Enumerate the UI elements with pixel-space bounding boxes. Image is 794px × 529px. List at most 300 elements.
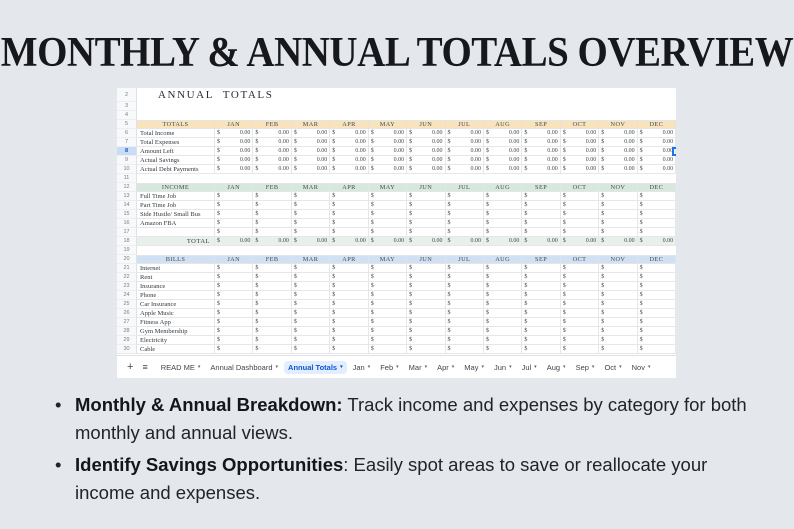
label-cell[interactable]: Cable xyxy=(137,345,215,354)
row-number[interactable]: 14 xyxy=(117,201,137,210)
amount-cell[interactable] xyxy=(561,147,599,156)
amount-cell[interactable] xyxy=(446,282,484,291)
amount-cell[interactable] xyxy=(369,318,407,327)
row-number[interactable]: 17 xyxy=(117,228,137,237)
amount-cell[interactable] xyxy=(253,192,291,201)
month-header-cell[interactable]: JUN xyxy=(407,255,445,264)
amount-cell[interactable] xyxy=(215,147,253,156)
amount-cell[interactable] xyxy=(599,327,637,336)
amount-cell[interactable] xyxy=(561,219,599,228)
amount-cell[interactable] xyxy=(599,345,637,354)
label-cell[interactable]: Insurance xyxy=(137,282,215,291)
month-header-cell[interactable]: DEC xyxy=(638,183,676,192)
label-cell[interactable]: Side Hustle/ Small Bus xyxy=(137,210,215,219)
row-number[interactable]: 8 xyxy=(117,147,137,156)
amount-cell[interactable] xyxy=(330,147,368,156)
amount-cell[interactable] xyxy=(561,201,599,210)
amount-cell[interactable] xyxy=(446,210,484,219)
amount-cell[interactable] xyxy=(292,165,330,174)
row-number[interactable]: 7 xyxy=(117,138,137,147)
amount-cell[interactable] xyxy=(446,156,484,165)
amount-cell[interactable] xyxy=(253,336,291,345)
amount-cell[interactable] xyxy=(446,264,484,273)
amount-cell[interactable] xyxy=(407,318,445,327)
amount-cell[interactable] xyxy=(484,318,522,327)
amount-cell[interactable] xyxy=(446,345,484,354)
amount-cell[interactable] xyxy=(407,282,445,291)
amount-cell[interactable] xyxy=(599,165,637,174)
month-header-cell[interactable]: JAN xyxy=(215,120,253,129)
amount-cell[interactable] xyxy=(484,129,522,138)
amount-cell[interactable] xyxy=(638,345,676,354)
month-header-cell[interactable]: AUG xyxy=(484,183,522,192)
month-header-cell[interactable]: DEC xyxy=(638,120,676,129)
amount-cell[interactable] xyxy=(561,291,599,300)
amount-cell[interactable] xyxy=(522,345,560,354)
row-number[interactable]: 23 xyxy=(117,282,137,291)
amount-cell[interactable] xyxy=(215,237,253,246)
chevron-down-icon[interactable]: ▾ xyxy=(647,363,651,370)
label-cell[interactable]: Internet xyxy=(137,264,215,273)
amount-cell[interactable] xyxy=(522,165,560,174)
amount-cell[interactable] xyxy=(638,309,676,318)
amount-cell[interactable] xyxy=(599,192,637,201)
amount-cell[interactable] xyxy=(638,282,676,291)
amount-cell[interactable] xyxy=(330,282,368,291)
amount-cell[interactable] xyxy=(522,309,560,318)
amount-cell[interactable] xyxy=(599,129,637,138)
amount-cell[interactable] xyxy=(292,327,330,336)
amount-cell[interactable] xyxy=(446,309,484,318)
amount-cell[interactable] xyxy=(407,345,445,354)
amount-cell[interactable] xyxy=(369,345,407,354)
month-header-cell[interactable]: FEB xyxy=(253,183,291,192)
amount-cell[interactable] xyxy=(638,156,676,165)
amount-cell[interactable] xyxy=(522,318,560,327)
amount-cell[interactable] xyxy=(369,192,407,201)
label-cell[interactable]: Actual Debt Payments xyxy=(137,165,215,174)
label-cell[interactable]: Amount Left xyxy=(137,147,215,156)
amount-cell[interactable] xyxy=(253,228,291,237)
amount-cell[interactable] xyxy=(330,318,368,327)
amount-cell[interactable] xyxy=(638,318,676,327)
amount-cell[interactable] xyxy=(330,336,368,345)
amount-cell[interactable] xyxy=(369,300,407,309)
amount-cell[interactable] xyxy=(484,264,522,273)
amount-cell[interactable] xyxy=(561,336,599,345)
amount-cell[interactable] xyxy=(292,336,330,345)
amount-cell[interactable] xyxy=(369,156,407,165)
month-header-cell[interactable]: MAR xyxy=(292,183,330,192)
amount-cell[interactable] xyxy=(253,291,291,300)
amount-cell[interactable] xyxy=(446,147,484,156)
all-sheets-menu-icon[interactable]: ≡ xyxy=(142,362,148,372)
amount-cell[interactable] xyxy=(330,264,368,273)
amount-cell[interactable] xyxy=(484,336,522,345)
amount-cell[interactable] xyxy=(253,165,291,174)
amount-cell[interactable] xyxy=(330,219,368,228)
amount-cell[interactable] xyxy=(215,129,253,138)
amount-cell[interactable] xyxy=(330,210,368,219)
label-cell[interactable]: Full Time Job xyxy=(137,192,215,201)
amount-cell[interactable] xyxy=(638,327,676,336)
sheet-tab[interactable] xyxy=(460,361,488,374)
amount-cell[interactable] xyxy=(407,237,445,246)
amount-cell[interactable] xyxy=(369,309,407,318)
amount-cell[interactable] xyxy=(599,210,637,219)
amount-cell[interactable] xyxy=(369,165,407,174)
amount-cell[interactable] xyxy=(599,237,637,246)
amount-cell[interactable] xyxy=(253,318,291,327)
amount-cell[interactable] xyxy=(638,273,676,282)
amount-cell[interactable] xyxy=(369,336,407,345)
amount-cell[interactable] xyxy=(522,300,560,309)
amount-cell[interactable] xyxy=(330,273,368,282)
amount-cell[interactable] xyxy=(215,165,253,174)
amount-cell[interactable] xyxy=(561,192,599,201)
amount-cell[interactable] xyxy=(561,300,599,309)
amount-cell[interactable] xyxy=(407,156,445,165)
amount-cell[interactable] xyxy=(330,201,368,210)
label-cell[interactable]: Electricity xyxy=(137,336,215,345)
amount-cell[interactable] xyxy=(484,210,522,219)
chevron-down-icon[interactable]: ▾ xyxy=(563,363,566,370)
month-header-cell[interactable]: JUL xyxy=(446,183,484,192)
amount-cell[interactable] xyxy=(407,201,445,210)
amount-cell[interactable] xyxy=(638,138,676,147)
amount-cell[interactable] xyxy=(446,228,484,237)
amount-cell[interactable] xyxy=(369,291,407,300)
row-number[interactable]: 3 xyxy=(117,102,137,111)
amount-cell[interactable] xyxy=(407,327,445,336)
month-header-cell[interactable]: MAY xyxy=(369,183,407,192)
amount-cell[interactable] xyxy=(292,138,330,147)
row-number[interactable]: 11 xyxy=(117,174,137,183)
amount-cell[interactable] xyxy=(215,282,253,291)
month-header-cell[interactable]: MAR xyxy=(292,120,330,129)
amount-cell[interactable] xyxy=(253,138,291,147)
amount-cell[interactable] xyxy=(407,165,445,174)
amount-cell[interactable] xyxy=(369,138,407,147)
month-header-cell[interactable]: DEC xyxy=(638,255,676,264)
amount-cell[interactable] xyxy=(638,237,676,246)
amount-cell[interactable] xyxy=(215,219,253,228)
amount-cell[interactable] xyxy=(599,264,637,273)
amount-cell[interactable] xyxy=(522,273,560,282)
amount-cell[interactable] xyxy=(484,309,522,318)
amount-cell[interactable] xyxy=(599,273,637,282)
amount-cell[interactable] xyxy=(292,309,330,318)
add-sheet-icon[interactable]: + xyxy=(127,361,134,373)
amount-cell[interactable] xyxy=(484,291,522,300)
amount-cell[interactable] xyxy=(484,300,522,309)
month-header-cell[interactable]: MAY xyxy=(369,120,407,129)
amount-cell[interactable] xyxy=(638,201,676,210)
amount-cell[interactable] xyxy=(522,129,560,138)
amount-cell[interactable] xyxy=(369,210,407,219)
month-header-cell[interactable]: SEP xyxy=(522,255,560,264)
amount-cell[interactable] xyxy=(484,138,522,147)
amount-cell[interactable] xyxy=(561,129,599,138)
month-header-cell[interactable]: NOV xyxy=(599,120,637,129)
label-cell[interactable]: Apple Music xyxy=(137,309,215,318)
month-header-cell[interactable]: JUN xyxy=(407,120,445,129)
amount-cell[interactable] xyxy=(330,138,368,147)
amount-cell[interactable] xyxy=(292,192,330,201)
sheet-tab[interactable] xyxy=(433,361,458,374)
amount-cell[interactable] xyxy=(292,147,330,156)
amount-cell[interactable] xyxy=(484,156,522,165)
amount-cell[interactable] xyxy=(253,237,291,246)
amount-cell[interactable] xyxy=(407,336,445,345)
sheet-tab[interactable] xyxy=(405,361,431,374)
chevron-down-icon[interactable]: ▾ xyxy=(509,363,512,370)
amount-cell[interactable] xyxy=(638,264,676,273)
row-number[interactable]: 25 xyxy=(117,300,137,309)
amount-cell[interactable] xyxy=(330,165,368,174)
amount-cell[interactable] xyxy=(522,336,560,345)
amount-cell[interactable] xyxy=(484,273,522,282)
amount-cell[interactable] xyxy=(407,300,445,309)
chevron-down-icon[interactable]: ▾ xyxy=(619,363,622,370)
amount-cell[interactable] xyxy=(253,300,291,309)
amount-cell[interactable] xyxy=(522,327,560,336)
chevron-down-icon[interactable]: ▾ xyxy=(396,363,399,370)
label-cell[interactable]: Fitness App xyxy=(137,318,215,327)
amount-cell[interactable] xyxy=(561,264,599,273)
amount-cell[interactable] xyxy=(369,282,407,291)
row-number[interactable]: 28 xyxy=(117,327,137,336)
amount-cell[interactable] xyxy=(446,129,484,138)
amount-cell[interactable] xyxy=(215,318,253,327)
amount-cell[interactable] xyxy=(561,138,599,147)
amount-cell[interactable] xyxy=(215,309,253,318)
amount-cell[interactable] xyxy=(446,192,484,201)
amount-cell[interactable] xyxy=(292,264,330,273)
month-header-cell[interactable]: OCT xyxy=(561,120,599,129)
amount-cell[interactable] xyxy=(599,300,637,309)
amount-cell[interactable] xyxy=(599,219,637,228)
label-cell[interactable]: Rent xyxy=(137,273,215,282)
amount-cell[interactable] xyxy=(253,219,291,228)
amount-cell[interactable] xyxy=(253,156,291,165)
amount-cell[interactable] xyxy=(484,327,522,336)
month-header-cell[interactable]: APR xyxy=(330,183,368,192)
row-number[interactable]: 4 xyxy=(117,111,137,120)
amount-cell[interactable] xyxy=(561,318,599,327)
row-number[interactable]: 2 xyxy=(117,88,137,102)
chevron-down-icon[interactable]: ▾ xyxy=(591,363,595,370)
label-cell[interactable]: Actual Savings xyxy=(137,156,215,165)
amount-cell[interactable] xyxy=(369,147,407,156)
chevron-down-icon[interactable]: ▾ xyxy=(481,363,484,370)
column-header-cell[interactable]: BILLS xyxy=(137,255,215,264)
amount-cell[interactable] xyxy=(292,300,330,309)
amount-cell[interactable] xyxy=(638,210,676,219)
amount-cell[interactable] xyxy=(484,165,522,174)
amount-cell[interactable] xyxy=(561,273,599,282)
amount-cell[interactable] xyxy=(638,219,676,228)
amount-cell[interactable] xyxy=(484,282,522,291)
amount-cell[interactable] xyxy=(484,201,522,210)
amount-cell[interactable] xyxy=(292,210,330,219)
row-number[interactable]: 21 xyxy=(117,264,137,273)
amount-cell[interactable] xyxy=(561,228,599,237)
chevron-down-icon[interactable]: ▾ xyxy=(275,363,279,370)
amount-cell[interactable] xyxy=(446,165,484,174)
chevron-down-icon[interactable]: ▾ xyxy=(367,363,371,370)
row-number[interactable]: 24 xyxy=(117,291,137,300)
amount-cell[interactable] xyxy=(330,228,368,237)
label-cell[interactable]: Car Insurance xyxy=(137,300,215,309)
sheet-tab[interactable] xyxy=(206,361,282,374)
amount-cell[interactable] xyxy=(407,129,445,138)
amount-cell[interactable] xyxy=(215,300,253,309)
amount-cell[interactable] xyxy=(407,291,445,300)
amount-cell[interactable] xyxy=(638,300,676,309)
amount-cell[interactable] xyxy=(446,237,484,246)
column-header-cell[interactable]: INCOME xyxy=(137,183,215,192)
amount-cell[interactable] xyxy=(253,210,291,219)
amount-cell[interactable] xyxy=(638,291,676,300)
sheet-tab[interactable] xyxy=(157,361,205,374)
amount-cell[interactable] xyxy=(292,201,330,210)
month-header-cell[interactable]: SEP xyxy=(522,183,560,192)
amount-cell[interactable] xyxy=(253,345,291,354)
row-number[interactable]: 12 xyxy=(117,183,137,192)
amount-cell[interactable] xyxy=(330,327,368,336)
amount-cell[interactable] xyxy=(561,345,599,354)
amount-cell[interactable] xyxy=(330,192,368,201)
month-header-cell[interactable]: APR xyxy=(330,255,368,264)
amount-cell[interactable] xyxy=(215,273,253,282)
amount-cell[interactable] xyxy=(599,309,637,318)
amount-cell[interactable] xyxy=(407,273,445,282)
amount-cell[interactable] xyxy=(292,219,330,228)
amount-cell[interactable] xyxy=(638,165,676,174)
amount-cell[interactable] xyxy=(253,147,291,156)
amount-cell[interactable] xyxy=(330,309,368,318)
amount-cell[interactable] xyxy=(522,147,560,156)
amount-cell[interactable] xyxy=(292,345,330,354)
amount-cell[interactable] xyxy=(599,318,637,327)
amount-cell[interactable] xyxy=(215,192,253,201)
amount-cell[interactable] xyxy=(369,219,407,228)
row-number[interactable]: 19 xyxy=(117,246,137,255)
amount-cell[interactable] xyxy=(561,237,599,246)
amount-cell[interactable] xyxy=(292,237,330,246)
amount-cell[interactable] xyxy=(292,228,330,237)
amount-cell[interactable] xyxy=(561,282,599,291)
label-cell[interactable]: Gym Membership xyxy=(137,327,215,336)
month-header-cell[interactable]: NOV xyxy=(599,255,637,264)
amount-cell[interactable] xyxy=(369,201,407,210)
row-number[interactable]: 5 xyxy=(117,120,137,129)
month-header-cell[interactable]: MAY xyxy=(369,255,407,264)
amount-cell[interactable] xyxy=(330,345,368,354)
amount-cell[interactable] xyxy=(522,219,560,228)
amount-cell[interactable] xyxy=(484,228,522,237)
amount-cell[interactable] xyxy=(215,336,253,345)
month-header-cell[interactable]: OCT xyxy=(561,255,599,264)
row-number[interactable]: 20 xyxy=(117,255,137,264)
sheet-tab[interactable] xyxy=(543,361,570,374)
amount-cell[interactable] xyxy=(330,291,368,300)
amount-cell[interactable] xyxy=(215,291,253,300)
amount-cell[interactable] xyxy=(522,156,560,165)
amount-cell[interactable] xyxy=(292,129,330,138)
amount-cell[interactable] xyxy=(292,282,330,291)
amount-cell[interactable] xyxy=(407,219,445,228)
month-header-cell[interactable]: SEP xyxy=(522,120,560,129)
amount-cell[interactable] xyxy=(638,336,676,345)
sheet-tab[interactable] xyxy=(349,361,375,374)
amount-cell[interactable] xyxy=(215,201,253,210)
amount-cell[interactable] xyxy=(522,210,560,219)
amount-cell[interactable] xyxy=(561,165,599,174)
amount-cell[interactable] xyxy=(484,219,522,228)
sheet-tab[interactable] xyxy=(572,361,599,374)
amount-cell[interactable] xyxy=(446,201,484,210)
month-header-cell[interactable]: MAR xyxy=(292,255,330,264)
chevron-down-icon[interactable]: ▾ xyxy=(451,363,455,370)
month-header-cell[interactable]: APR xyxy=(330,120,368,129)
row-number[interactable]: 16 xyxy=(117,219,137,228)
label-cell[interactable]: Amazon FBA xyxy=(137,219,215,228)
month-header-cell[interactable]: JAN xyxy=(215,255,253,264)
amount-cell[interactable] xyxy=(215,327,253,336)
amount-cell[interactable] xyxy=(484,192,522,201)
chevron-down-icon[interactable]: ▾ xyxy=(340,363,343,370)
row-number[interactable]: 27 xyxy=(117,318,137,327)
amount-cell[interactable] xyxy=(522,201,560,210)
sheet-tab[interactable] xyxy=(284,361,347,374)
amount-cell[interactable] xyxy=(484,345,522,354)
amount-cell[interactable] xyxy=(599,201,637,210)
row-number[interactable]: 10 xyxy=(117,165,137,174)
amount-cell[interactable] xyxy=(407,210,445,219)
month-header-cell[interactable]: JUL xyxy=(446,120,484,129)
row-number[interactable]: 22 xyxy=(117,273,137,282)
row-number[interactable]: 6 xyxy=(117,129,137,138)
amount-cell[interactable] xyxy=(522,282,560,291)
amount-cell[interactable] xyxy=(369,327,407,336)
row-number[interactable]: 26 xyxy=(117,309,137,318)
amount-cell[interactable] xyxy=(446,138,484,147)
amount-cell[interactable] xyxy=(484,147,522,156)
amount-cell[interactable] xyxy=(215,138,253,147)
amount-cell[interactable] xyxy=(330,129,368,138)
amount-cell[interactable] xyxy=(253,273,291,282)
amount-cell[interactable] xyxy=(638,228,676,237)
amount-cell[interactable] xyxy=(215,228,253,237)
amount-cell[interactable] xyxy=(330,156,368,165)
label-cell[interactable]: Phone xyxy=(137,291,215,300)
label-cell[interactable]: Total Income xyxy=(137,129,215,138)
month-header-cell[interactable]: NOV xyxy=(599,183,637,192)
amount-cell[interactable] xyxy=(522,228,560,237)
amount-cell[interactable] xyxy=(292,273,330,282)
row-number[interactable]: 15 xyxy=(117,210,137,219)
amount-cell[interactable] xyxy=(215,210,253,219)
label-cell[interactable]: Part Time Job xyxy=(137,201,215,210)
amount-cell[interactable] xyxy=(561,309,599,318)
amount-cell[interactable] xyxy=(215,156,253,165)
label-cell[interactable]: TOTAL xyxy=(137,237,215,246)
amount-cell[interactable] xyxy=(330,300,368,309)
amount-cell[interactable] xyxy=(292,156,330,165)
amount-cell[interactable] xyxy=(215,345,253,354)
